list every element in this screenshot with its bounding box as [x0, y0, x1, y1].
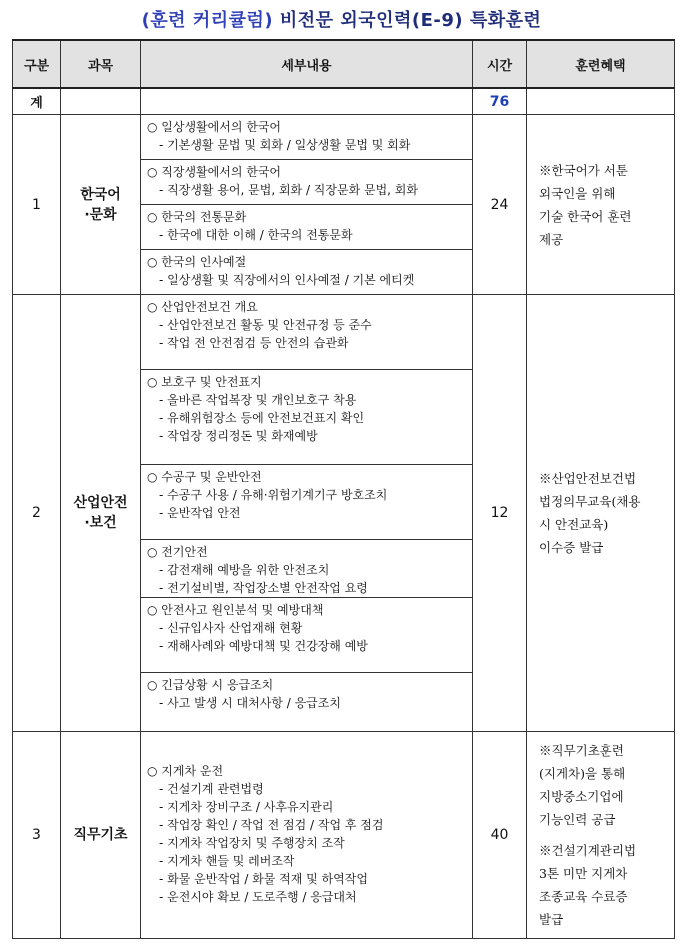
detail-block: [141, 160, 472, 205]
course-name: [61, 732, 141, 939]
total-empty-subject: [61, 88, 141, 115]
detail-item: - 신규입사자 산업재해 현황: [159, 621, 303, 635]
details-cell: [141, 732, 473, 939]
detail-topic: ○ 안전사고 원인분석 및 예방대책: [147, 603, 324, 617]
benefit-note: [539, 159, 668, 251]
total-row: [13, 88, 675, 115]
header-category: 구분: [13, 40, 61, 88]
detail-block: [141, 732, 472, 938]
benefit-line: 조종교육 수료증: [539, 889, 628, 904]
total-empty-benefit: [527, 88, 675, 115]
row-hours: 40: [473, 732, 527, 939]
benefit-cell: [527, 732, 675, 939]
benefit-line: ※건설기계관리법: [539, 843, 637, 858]
detail-item: - 지게차 작업장치 및 주행장치 조작: [159, 836, 345, 850]
detail-block: [141, 540, 472, 598]
table-row: [13, 295, 675, 732]
detail-item: - 작업 전 안전점검 등 안전의 습관화: [159, 336, 349, 350]
detail-block: [141, 115, 472, 160]
detail-item: - 운반작업 안전: [159, 506, 241, 520]
detail-topic: ○ 일상생활에서의 한국어: [147, 120, 282, 134]
details-cell: [141, 115, 473, 295]
benefit-line: ※산업안전보건법: [539, 471, 637, 486]
row-number: 2: [13, 295, 61, 732]
detail-item: - 운전시야 확보 / 도로주행 / 응급대처: [159, 890, 357, 904]
header-benefit: 훈련혜택: [527, 40, 675, 88]
total-hours: 76: [473, 88, 527, 115]
detail-block: [141, 370, 472, 465]
detail-item: - 기본생활 문법 및 회화 / 일상생활 문법 및 회화: [159, 138, 411, 152]
table-row: [13, 732, 675, 939]
detail-item: - 수공구 사용 / 유해·위험기계기구 방호조치: [159, 488, 388, 502]
header-details: 세부내용: [141, 40, 473, 88]
detail-item: - 올바른 작업복장 및 개인보호구 착용: [159, 393, 357, 407]
detail-item: - 재해사례와 예방대책 및 건강장해 예방: [159, 639, 368, 653]
course-name: [61, 115, 141, 295]
course-name-line: ·문화: [84, 206, 117, 223]
benefit-line: 시 안전교육): [539, 517, 609, 532]
benefit-line: 이수증 발급: [539, 540, 604, 555]
detail-item: - 작업장 정리정돈 및 화재예방: [159, 429, 318, 443]
benefit-line: 3톤 미만 지게차: [539, 866, 628, 881]
course-name-line: ·보건: [84, 515, 117, 531]
benefit-line: 발급: [539, 912, 564, 927]
detail-item: - 전기설비별, 작업장소별 안전작업 요령: [159, 581, 368, 595]
detail-item: - 산업안전보건 활동 및 안전규정 등 준수: [159, 318, 372, 332]
detail-item: - 작업장 확인 / 작업 전 점검 / 작업 후 점검: [159, 818, 384, 832]
benefit-line: 기능인력 공급: [539, 812, 616, 827]
detail-block: [141, 295, 472, 370]
row-number: 3: [13, 732, 61, 939]
detail-block: [141, 673, 472, 731]
course-name-line: 한국어: [80, 186, 121, 203]
course-name: [61, 295, 141, 732]
benefit-line: 법정의무교육(채용: [539, 494, 641, 509]
detail-item: - 지게차 핸들 및 레버조작: [159, 854, 295, 868]
benefit-cell: [527, 115, 675, 295]
header-row: [13, 40, 675, 88]
detail-item: - 유해위험장소 등에 안전보건표지 확인: [159, 411, 365, 425]
detail-item: - 일상생활 및 직장에서의 인사예절 / 기본 에티켓: [159, 273, 415, 287]
row-hours: 12: [473, 295, 527, 732]
detail-block: [141, 465, 472, 540]
detail-item: - 화물 운반작업 / 화물 적재 및 하역작업: [159, 872, 368, 886]
detail-block: [141, 205, 472, 250]
detail-item: - 건설기계 관련법령: [159, 782, 264, 796]
detail-block: [141, 250, 472, 294]
detail-topic: ○ 긴급상황 시 응급조치: [147, 678, 274, 692]
detail-topic: ○ 직장생활에서의 한국어: [147, 165, 282, 179]
detail-topic: ○ 한국의 인사예절: [147, 255, 247, 269]
detail-topic: ○ 전기안전: [147, 545, 208, 559]
detail-item: - 한국에 대한 이해 / 한국의 전통문화: [159, 228, 353, 242]
detail-item: - 지게차 장비구조 / 사후유지관리: [159, 800, 334, 814]
row-hours: 24: [473, 115, 527, 295]
curriculum-table: [12, 39, 675, 939]
table-row: [13, 115, 675, 295]
detail-topic: ○ 한국의 전통문화: [147, 210, 247, 224]
title-main: 비전문 외국인력(E-9) 특화훈련: [273, 10, 542, 31]
course-name-line: 직무기초: [73, 827, 128, 843]
benefit-note: [539, 839, 668, 931]
benefit-line: ※직무기초훈련: [539, 743, 624, 758]
detail-topic: ○ 지게차 운전: [147, 764, 224, 778]
detail-item: - 직장생활 용어, 문법, 회화 / 직장문화 문법, 회화: [159, 183, 418, 197]
detail-topic: ○ 산업안전보건 개요: [147, 300, 258, 314]
benefit-line: 외국인을 위해: [539, 185, 616, 201]
row-number: 1: [13, 115, 61, 295]
benefit-line: ※한국어가 서툰: [539, 162, 628, 178]
title-prefix: (훈련 커리큘럼): [141, 10, 274, 31]
detail-topic: ○ 보호구 및 안전표지: [147, 375, 262, 389]
detail-item: - 사고 발생 시 대처사항 / 응급조치: [159, 696, 341, 710]
total-label: 계: [13, 88, 61, 115]
benefit-note: [539, 467, 668, 559]
detail-block: [141, 598, 472, 673]
benefit-line: 지방중소기업에: [539, 789, 624, 804]
header-subject: 과목: [61, 40, 141, 88]
course-name-line: 산업안전: [73, 495, 128, 511]
page-title: [0, 6, 683, 32]
benefit-note: [539, 739, 668, 831]
detail-topic: ○ 수공구 및 운반안전: [147, 470, 262, 484]
details-cell: [141, 295, 473, 732]
detail-item: - 감전재해 예방을 위한 안전조치: [159, 563, 330, 577]
header-hours: 시간: [473, 40, 527, 88]
benefit-line: (지게차)을 통해: [539, 766, 626, 781]
benefit-line: 기술 한국어 훈련: [539, 208, 632, 224]
benefit-cell: [527, 295, 675, 732]
total-empty-details: [141, 88, 473, 115]
benefit-line: 제공: [539, 231, 564, 247]
